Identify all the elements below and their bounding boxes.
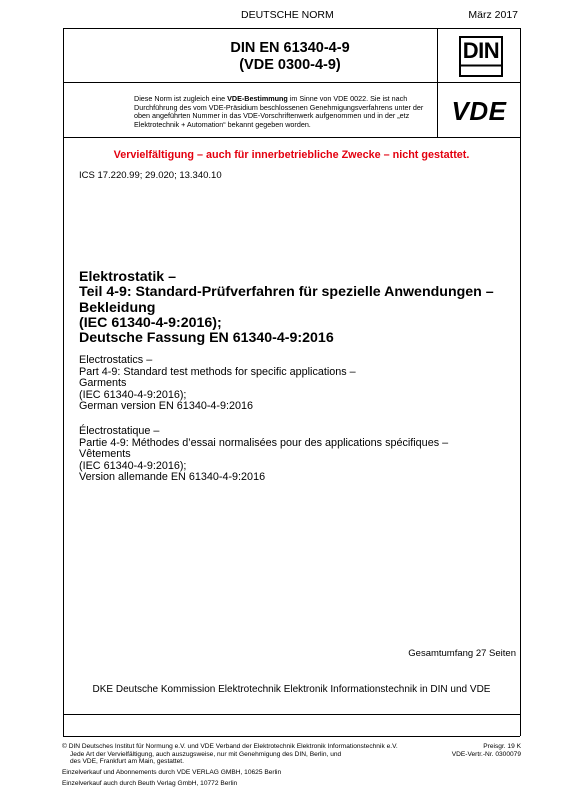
vde-note-text-1: Diese Norm ist zugleich eine [134,94,228,103]
publication-date: März 2017 [468,9,518,21]
sales-line: Einzelverkauf und Abonnements durch VDE VERLAG GMBH, 10625 Berlin [62,769,282,776]
title-french-line: Vêtements [79,448,131,461]
title-english [79,355,509,413]
title-french [79,426,509,484]
frame-left-line [63,28,64,736]
title-french-line: Électrostatique – [79,425,160,437]
vde-note [134,95,430,129]
reproduction-warning: Vervielfältigung – auch für innerbetriebliche Zwecke – nicht gestattet. [113,149,470,161]
vde-logo: VDE [451,96,507,126]
frame-line-4 [63,714,520,715]
title-english-line: German version EN 61340-4-9:2016 [79,400,254,413]
frame-top-line [63,28,520,29]
price-info [452,743,521,758]
frame-right-line [520,28,521,736]
frame-line-3 [63,137,520,138]
vde-note-bold: VDE-Bestimmung [227,94,288,103]
title-german-line: Bekleidung [79,299,156,316]
norm-type: DEUTSCHE NORM [241,9,334,21]
sales-notice [62,768,281,789]
standard-number: DIN EN 61340-4-9 [230,40,350,56]
title-english-line: (IEC 61340-4-9:2016); [79,388,187,401]
copyright-line: des VDE, Frankfurt am Main, gestattet. [70,758,184,766]
title-french-line: Version allemande EN 61340-4-9:2016 [79,471,266,484]
title-german-line: Elektrostatik – [79,269,176,285]
copyright-line: Jede Art der Vervielfältigung, auch auszugsweise, nur mit Genehmigung des DIN, Berlin, und [70,750,342,758]
din-logo-text: DIN [462,38,500,63]
title-german-line: Deutsche Fassung EN 61340-4-9:2016 [79,330,334,347]
frame-line-2 [63,82,520,83]
logo-divider-line [437,28,438,137]
title-english-line: Garments [79,377,127,390]
frame-bottom-line [63,736,520,737]
title-french-line: Partie 4-9: Méthodes d’essai normalisées pour des applications spécifiques – [79,436,449,449]
vde-sales-number: VDE-Vertr.-Nr. 0300079 [451,750,521,758]
vde-number: (VDE 0300-4-9) [239,57,341,73]
sales-line: Einzelverkauf auch durch Beuth Verlag GmbH, 10772 Berlin [62,779,238,787]
price-group: Preisgr. 19 K [483,743,521,750]
title-german [79,270,509,346]
title-german-line: Teil 4-9: Standard-Prüfverfahren für spezielle Anwendungen – [79,284,494,301]
title-english-line: Electrostatics – [79,354,153,366]
copyright-line: © DIN Deutsches Institut für Normung e.V. und VDE Verband der Elektrotechnik Elektronik Informationstechnik e.V. [62,743,398,750]
title-english-line: Part 4-9: Standard test methods for specific applications – [79,365,356,378]
copyright-notice [62,743,422,766]
title-french-line: (IEC 61340-4-9:2016); [79,459,187,472]
title-german-line: (IEC 61340-4-9:2016); [79,314,222,331]
total-pages: Gesamtumfang 27 Seiten [408,648,516,659]
vde-note-text-2: im Sinne von VDE 0022. Sie ist nach Durchführung des vom VDE-Präsidium beschlossenen Genehmigungsverfahrens unter der oben angeführten Nummer in das VDE-Vorschriftenwerk aufgenommen und in der „etz Elektrotechnik + Automation“ bekannt gegeben worden. [134,94,424,129]
dke-line: DKE Deutsche Kommission Elektrotechnik Elektronik Informationstechnik in DIN und VDE [92,684,491,695]
ics-codes: ICS 17.220.99; 29.020; 13.340.10 [79,170,222,181]
din-logo [459,36,503,77]
